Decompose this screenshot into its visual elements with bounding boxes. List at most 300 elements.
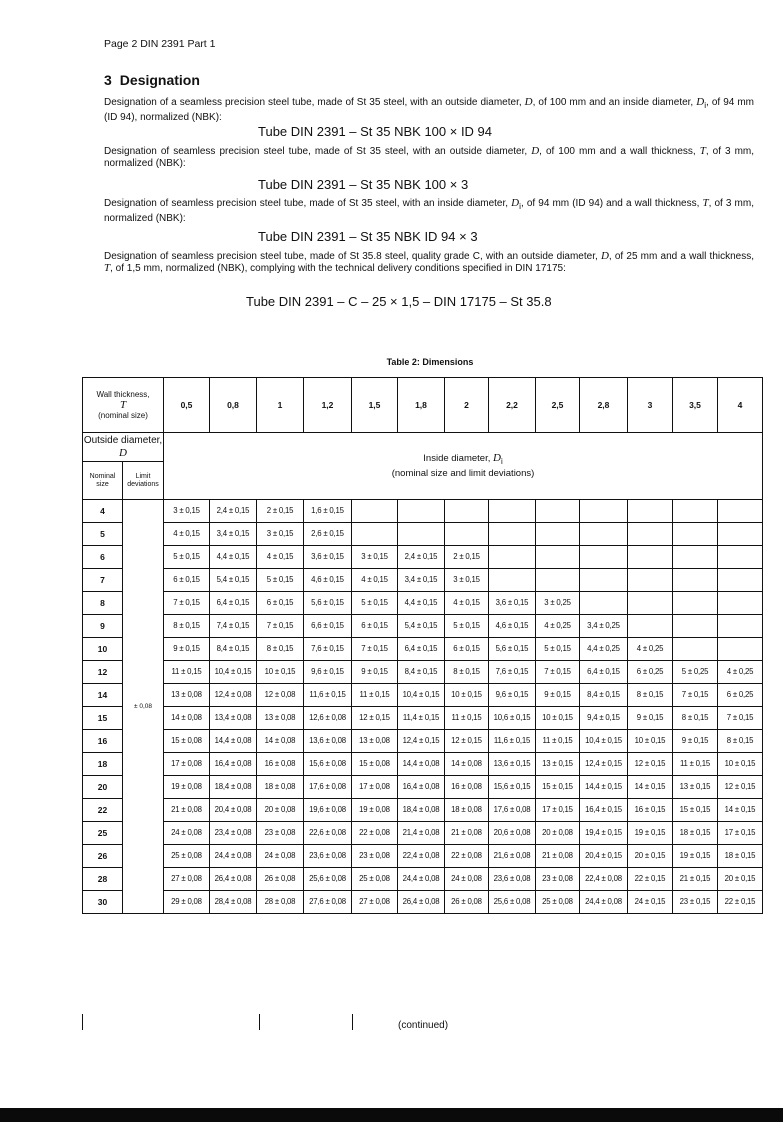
inside-diameter-cell: 20 ± 0,15 [718, 868, 763, 891]
inside-diameter-cell: 25,6 ± 0,08 [489, 891, 536, 914]
inside-diameter-cell: 8 ± 0,15 [257, 638, 304, 661]
inside-diameter-cell: 3 ± 0,15 [164, 500, 210, 523]
inside-diameter-cell: 9 ± 0,15 [352, 661, 398, 684]
inside-diameter-cell: 9 ± 0,15 [536, 684, 580, 707]
inside-diameter-cell: 4 ± 0,15 [445, 592, 489, 615]
inside-diameter-cell: 14 ± 0,08 [257, 730, 304, 753]
inside-diameter-cell: 6 ± 0,15 [352, 615, 398, 638]
inside-diameter-cell: 2 ± 0,15 [257, 500, 304, 523]
inside-diameter-cell: 12,4 ± 0,08 [210, 684, 257, 707]
inside-diameter-cell: 19 ± 0,08 [164, 776, 210, 799]
inside-diameter-cell: 7 ± 0,15 [257, 615, 304, 638]
inside-diameter-cell: 13,4 ± 0,08 [210, 707, 257, 730]
table-row [83, 523, 763, 546]
inside-diameter-cell: 17 ± 0,15 [536, 799, 580, 822]
inside-diameter-cell: 22 ± 0,08 [352, 822, 398, 845]
inside-diameter-cell: 3,4 ± 0,25 [580, 615, 628, 638]
section-heading [104, 72, 200, 88]
nominal-size-cell: 12 [83, 661, 123, 684]
inside-diameter-cell: 11 ± 0,15 [445, 707, 489, 730]
inside-diameter-cell: 7 ± 0,15 [718, 707, 763, 730]
inside-diameter-cell: 5 ± 0,15 [352, 592, 398, 615]
inside-diameter-cell: 6,4 ± 0,15 [398, 638, 445, 661]
inside-diameter-cell: 3,4 ± 0,15 [398, 569, 445, 592]
inside-diameter-cell: 22 ± 0,08 [445, 845, 489, 868]
inside-diameter-cell [628, 592, 673, 615]
inside-diameter-cell: 16 ± 0,08 [445, 776, 489, 799]
inside-diameter-cell: 11 ± 0,15 [673, 753, 718, 776]
table-row [83, 661, 763, 684]
inside-diameter-cell: 3,4 ± 0,15 [210, 523, 257, 546]
inside-diameter-cell [718, 592, 763, 615]
inside-diameter-cell: 12 ± 0,15 [445, 730, 489, 753]
inside-diameter-cell [352, 500, 398, 523]
wall-thickness-value: 1,8 [398, 378, 445, 433]
wall-thickness-value: 0,5 [164, 378, 210, 433]
designation-code: Tube DIN 2391 – St 35 NBK ID 94 × 3 [258, 229, 478, 244]
inside-diameter-cell: 4,6 ± 0,15 [489, 615, 536, 638]
inside-diameter-cell: 10,4 ± 0,15 [398, 684, 445, 707]
inside-diameter-cell: 11 ± 0,15 [164, 661, 210, 684]
inside-diameter-cell: 25 ± 0,08 [164, 845, 210, 868]
designation-paragraph: Designation of seamless precision steel tube, made of St 35 steel, with an inside diameter, $D_i$, of 94 mm (ID 94) and a wall thickness, T, of 3 mm, normalized (NBK): [104, 197, 754, 224]
inside-diameter-cell: 1,6 ± 0,15 [304, 500, 352, 523]
nominal-size-cell: 10 [83, 638, 123, 661]
inside-diameter-cell: 14,4 ± 0,08 [210, 730, 257, 753]
inside-diameter-cell: 24 ± 0,08 [164, 822, 210, 845]
designation-paragraph: Designation of a seamless precision steel tube, made of St 35 steel, with an outside diameter, D, of 100 mm and an inside diameter, $D_i$, of 94 mm (ID 94), normalized (NBK): [104, 96, 754, 123]
inside-diameter-cell: 21 ± 0,08 [164, 799, 210, 822]
wall-thickness-value: 1,2 [304, 378, 352, 433]
inside-diameter-cell: 19 ± 0,08 [352, 799, 398, 822]
inside-diameter-cell: 16,4 ± 0,15 [580, 799, 628, 822]
inside-diameter-cell: 19 ± 0,15 [628, 822, 673, 845]
inside-diameter-cell: 8 ± 0,15 [718, 730, 763, 753]
inside-diameter-cell: 6,4 ± 0,15 [210, 592, 257, 615]
nominal-size-cell: 9 [83, 615, 123, 638]
table-row [83, 822, 763, 845]
inside-diameter-cell [580, 500, 628, 523]
inside-diameter-cell: 4,4 ± 0,25 [580, 638, 628, 661]
inside-diameter-cell: 4,4 ± 0,15 [398, 592, 445, 615]
inside-diameter-cell: 20,6 ± 0,08 [489, 822, 536, 845]
inside-diameter-cell: 24 ± 0,08 [257, 845, 304, 868]
inside-diameter-cell: 12,4 ± 0,15 [580, 753, 628, 776]
inside-diameter-cell: 15,6 ± 0,15 [489, 776, 536, 799]
inside-diameter-cell: 22 ± 0,15 [628, 868, 673, 891]
inside-diameter-cell: 5,6 ± 0,15 [489, 638, 536, 661]
nominal-size-cell: 7 [83, 569, 123, 592]
inside-diameter-cell: 4 ± 0,25 [718, 661, 763, 684]
inside-diameter-cell: 9,6 ± 0,15 [304, 661, 352, 684]
inside-diameter-cell: 27,6 ± 0,08 [304, 891, 352, 914]
continued-note: (continued) [398, 1020, 449, 1031]
inside-diameter-cell [536, 500, 580, 523]
inside-diameter-cell [673, 615, 718, 638]
table-row [83, 776, 763, 799]
wall-thickness-value: 1,5 [352, 378, 398, 433]
limit-deviations-label: Limit deviations [123, 462, 164, 500]
inside-diameter-cell: 14 ± 0,15 [718, 799, 763, 822]
inside-diameter-cell [673, 569, 718, 592]
dimensions-body [83, 500, 763, 914]
inside-diameter-cell: 21,6 ± 0,08 [489, 845, 536, 868]
inside-diameter-cell: 15 ± 0,15 [536, 776, 580, 799]
inside-diameter-cell: 5,6 ± 0,15 [304, 592, 352, 615]
inside-diameter-cell: 7 ± 0,15 [673, 684, 718, 707]
inside-diameter-cell [445, 523, 489, 546]
inside-diameter-cell: 11,6 ± 0,15 [304, 684, 352, 707]
inside-diameter-cell: 8 ± 0,15 [445, 661, 489, 684]
inside-diameter-cell: 11 ± 0,15 [536, 730, 580, 753]
inside-diameter-cell: 10,4 ± 0,15 [210, 661, 257, 684]
inside-diameter-cell [628, 500, 673, 523]
inside-diameter-cell: 13 ± 0,15 [536, 753, 580, 776]
inside-diameter-cell: 11 ± 0,15 [352, 684, 398, 707]
inside-diameter-cell: 10 ± 0,15 [628, 730, 673, 753]
inside-diameter-label: Inside diameter, $D_i$ (nominal size and limit deviations) [164, 433, 763, 500]
inside-diameter-cell: 6 ± 0,15 [445, 638, 489, 661]
inside-diameter-cell: 13 ± 0,08 [352, 730, 398, 753]
inside-diameter-cell [580, 546, 628, 569]
inside-diameter-cell: 23,4 ± 0,08 [210, 822, 257, 845]
nominal-size-cell: 28 [83, 868, 123, 891]
inside-diameter-cell: 24,4 ± 0,08 [210, 845, 257, 868]
inside-diameter-cell: 14,4 ± 0,15 [580, 776, 628, 799]
inside-diameter-cell: 5 ± 0,25 [673, 661, 718, 684]
inside-diameter-cell: 24 ± 0,08 [445, 868, 489, 891]
table-row [83, 707, 763, 730]
wall-thickness-value: 4 [718, 378, 763, 433]
table-row [83, 592, 763, 615]
inside-diameter-cell: 17,6 ± 0,08 [489, 799, 536, 822]
table-title: Table 2: Dimensions [386, 357, 474, 367]
table-row [83, 500, 763, 523]
inside-diameter-cell: 5 ± 0,15 [257, 569, 304, 592]
inside-diameter-cell: 28 ± 0,08 [257, 891, 304, 914]
inside-diameter-cell: 17 ± 0,15 [718, 822, 763, 845]
inside-diameter-cell: 11,6 ± 0,15 [489, 730, 536, 753]
table-row [83, 638, 763, 661]
nominal-size-cell: 14 [83, 684, 123, 707]
table-row [83, 730, 763, 753]
inside-diameter-cell: 8,4 ± 0,15 [398, 661, 445, 684]
inside-diameter-cell: 4 ± 0,15 [257, 546, 304, 569]
inside-diameter-cell [673, 638, 718, 661]
inside-diameter-cell: 21,4 ± 0,08 [398, 822, 445, 845]
nominal-size-cell: 5 [83, 523, 123, 546]
inside-diameter-cell: 14 ± 0,08 [445, 753, 489, 776]
nominal-size-cell: 16 [83, 730, 123, 753]
nominal-size-cell: 20 [83, 776, 123, 799]
inside-diameter-cell: 4 ± 0,15 [164, 523, 210, 546]
inside-diameter-cell: 25 ± 0,08 [352, 868, 398, 891]
inside-diameter-cell [536, 523, 580, 546]
inside-diameter-cell: 20 ± 0,08 [257, 799, 304, 822]
inside-diameter-cell [628, 546, 673, 569]
inside-diameter-cell: 24,4 ± 0,08 [580, 891, 628, 914]
inside-diameter-cell: 12,4 ± 0,15 [398, 730, 445, 753]
inside-diameter-cell: 5 ± 0,15 [445, 615, 489, 638]
inside-diameter-cell [536, 546, 580, 569]
inside-diameter-cell: 18 ± 0,15 [718, 845, 763, 868]
inside-diameter-cell: 14 ± 0,15 [628, 776, 673, 799]
inside-diameter-cell: 18 ± 0,08 [445, 799, 489, 822]
inside-diameter-cell: 9 ± 0,15 [673, 730, 718, 753]
inside-diameter-cell: 12 ± 0,08 [257, 684, 304, 707]
inside-diameter-cell: 26,4 ± 0,08 [398, 891, 445, 914]
nominal-size-cell: 15 [83, 707, 123, 730]
inside-diameter-cell: 3 ± 0,15 [445, 569, 489, 592]
inside-diameter-cell: 25,6 ± 0,08 [304, 868, 352, 891]
inside-diameter-cell: 2,6 ± 0,15 [304, 523, 352, 546]
inside-diameter-cell: 9,4 ± 0,15 [580, 707, 628, 730]
inside-diameter-cell: 27 ± 0,08 [164, 868, 210, 891]
inside-diameter-cell [718, 523, 763, 546]
inside-diameter-cell: 12 ± 0,15 [718, 776, 763, 799]
inside-diameter-cell: 26,4 ± 0,08 [210, 868, 257, 891]
inside-diameter-cell [445, 500, 489, 523]
inside-diameter-cell: 3 ± 0,15 [352, 546, 398, 569]
nominal-size-cell: 30 [83, 891, 123, 914]
inside-diameter-cell [489, 569, 536, 592]
inside-diameter-cell: 12,6 ± 0,08 [304, 707, 352, 730]
inside-diameter-cell [580, 592, 628, 615]
inside-diameter-cell: 8,4 ± 0,15 [580, 684, 628, 707]
inside-diameter-cell: 19 ± 0,15 [673, 845, 718, 868]
inside-diameter-cell [718, 569, 763, 592]
inside-diameter-cell: 7 ± 0,15 [352, 638, 398, 661]
nominal-size-cell: 8 [83, 592, 123, 615]
nominal-size-cell: 18 [83, 753, 123, 776]
section-number: 3 [104, 72, 112, 88]
inside-diameter-cell: 17 ± 0,08 [164, 753, 210, 776]
designation-code: Tube DIN 2391 – St 35 NBK 100 × 3 [258, 177, 469, 192]
inside-diameter-cell: 13 ± 0,08 [164, 684, 210, 707]
inside-diameter-cell [673, 592, 718, 615]
inside-diameter-cell: 4 ± 0,15 [352, 569, 398, 592]
inside-diameter-cell: 2 ± 0,15 [445, 546, 489, 569]
dimensions-table [82, 377, 763, 914]
inside-diameter-cell: 8,4 ± 0,15 [210, 638, 257, 661]
inside-diameter-cell [673, 546, 718, 569]
inside-diameter-cell: 25 ± 0,08 [536, 891, 580, 914]
inside-diameter-cell: 22,6 ± 0,08 [304, 822, 352, 845]
table-row [83, 569, 763, 592]
inside-diameter-cell: 23 ± 0,08 [536, 868, 580, 891]
inside-diameter-cell: 22 ± 0,15 [718, 891, 763, 914]
inside-diameter-cell [628, 615, 673, 638]
wall-thickness-header-row [83, 378, 763, 433]
inside-diameter-cell: 16,4 ± 0,08 [398, 776, 445, 799]
inside-diameter-cell: 7,4 ± 0,15 [210, 615, 257, 638]
inside-diameter-cell: 20 ± 0,08 [536, 822, 580, 845]
inside-diameter-cell: 24,4 ± 0,08 [398, 868, 445, 891]
inside-diameter-cell: 10,4 ± 0,15 [580, 730, 628, 753]
inside-diameter-cell: 10 ± 0,15 [257, 661, 304, 684]
inside-diameter-cell: 16 ± 0,08 [257, 753, 304, 776]
inside-diameter-cell: 13 ± 0,08 [257, 707, 304, 730]
inside-diameter-cell: 4 ± 0,25 [536, 615, 580, 638]
inside-diameter-cell: 20 ± 0,15 [628, 845, 673, 868]
inside-diameter-cell: 9 ± 0,15 [628, 707, 673, 730]
designation-code: Tube DIN 2391 – C – 25 × 1,5 – DIN 17175 – St 35.8 [246, 294, 552, 309]
inside-diameter-cell: 22,4 ± 0,08 [580, 868, 628, 891]
inside-diameter-cell: 23 ± 0,08 [257, 822, 304, 845]
designation-code: Tube DIN 2391 – St 35 NBK 100 × ID 94 [258, 124, 493, 139]
inside-diameter-cell: 21 ± 0,08 [445, 822, 489, 845]
inside-diameter-cell: 3 ± 0,15 [257, 523, 304, 546]
wall-thickness-label: Wall thickness, T (nominal size) [83, 378, 164, 433]
inside-diameter-cell: 6 ± 0,15 [164, 569, 210, 592]
inside-diameter-cell: 8 ± 0,15 [628, 684, 673, 707]
inside-diameter-cell: 10 ± 0,15 [536, 707, 580, 730]
inside-diameter-cell: 18 ± 0,15 [673, 822, 718, 845]
inside-diameter-cell: 6 ± 0,25 [718, 684, 763, 707]
inside-diameter-cell: 6 ± 0,25 [628, 661, 673, 684]
inside-diameter-cell: 18,4 ± 0,08 [210, 776, 257, 799]
inside-diameter-cell [718, 500, 763, 523]
inside-diameter-cell: 10,6 ± 0,15 [489, 707, 536, 730]
inside-diameter-cell: 10 ± 0,15 [445, 684, 489, 707]
inside-diameter-cell: 9 ± 0,15 [164, 638, 210, 661]
inside-diameter-cell: 4,4 ± 0,15 [210, 546, 257, 569]
inside-diameter-cell [489, 523, 536, 546]
inside-diameter-cell: 4,6 ± 0,15 [304, 569, 352, 592]
inside-diameter-cell [718, 615, 763, 638]
inside-diameter-cell: 8 ± 0,15 [673, 707, 718, 730]
nominal-size-cell: 25 [83, 822, 123, 845]
inside-diameter-cell: 7 ± 0,15 [536, 661, 580, 684]
section-title: Designation [119, 72, 200, 88]
inside-diameter-cell: 3,6 ± 0,15 [489, 592, 536, 615]
inside-diameter-cell [398, 523, 445, 546]
wall-thickness-value: 2,8 [580, 378, 628, 433]
inside-diameter-cell: 19,4 ± 0,15 [580, 822, 628, 845]
inside-diameter-cell [628, 523, 673, 546]
nominal-size-cell: 26 [83, 845, 123, 868]
inside-diameter-cell [580, 523, 628, 546]
inside-diameter-cell: 10 ± 0,15 [718, 753, 763, 776]
inside-diameter-cell: 19,6 ± 0,08 [304, 799, 352, 822]
inside-diameter-cell: 15 ± 0,08 [164, 730, 210, 753]
inside-diameter-cell: 7,6 ± 0,15 [489, 661, 536, 684]
inside-diameter-cell: 23,6 ± 0,08 [489, 868, 536, 891]
inside-diameter-cell: 14 ± 0,08 [164, 707, 210, 730]
inside-diameter-cell: 28,4 ± 0,08 [210, 891, 257, 914]
outside-diameter-label: Outside diameter, D [83, 433, 164, 462]
inside-diameter-cell: 3 ± 0,25 [536, 592, 580, 615]
inside-diameter-cell: 15 ± 0,08 [352, 753, 398, 776]
inside-diameter-cell: 11,4 ± 0,15 [398, 707, 445, 730]
page-header: Page 2 DIN 2391 Part 1 [104, 38, 216, 50]
inside-diameter-cell: 6,4 ± 0,15 [580, 661, 628, 684]
inside-diameter-cell: 22,4 ± 0,08 [398, 845, 445, 868]
inside-diameter-cell [673, 523, 718, 546]
inside-diameter-cell: 8 ± 0,15 [164, 615, 210, 638]
inside-diameter-cell: 17 ± 0,08 [352, 776, 398, 799]
wall-thickness-value: 2,2 [489, 378, 536, 433]
inside-diameter-cell: 14,4 ± 0,08 [398, 753, 445, 776]
nominal-size-label: Nominal size [83, 462, 123, 500]
wall-thickness-value: 3 [628, 378, 673, 433]
table-row [83, 868, 763, 891]
inside-diameter-cell: 12 ± 0,15 [628, 753, 673, 776]
nominal-size-cell: 6 [83, 546, 123, 569]
table-edge-mark [259, 1014, 260, 1030]
inside-diameter-cell: 15 ± 0,15 [673, 799, 718, 822]
inside-diameter-cell: 26 ± 0,08 [257, 868, 304, 891]
inside-diameter-cell: 16,4 ± 0,08 [210, 753, 257, 776]
inside-diameter-cell: 5,4 ± 0,15 [210, 569, 257, 592]
inside-diameter-cell [398, 500, 445, 523]
inside-diameter-cell: 5 ± 0,15 [164, 546, 210, 569]
nominal-size-cell: 4 [83, 500, 123, 523]
wall-thickness-value: 2,5 [536, 378, 580, 433]
table-row [83, 615, 763, 638]
inside-diameter-cell: 16 ± 0,15 [628, 799, 673, 822]
inside-diameter-cell: 13,6 ± 0,15 [489, 753, 536, 776]
inside-diameter-cell: 23 ± 0,15 [673, 891, 718, 914]
inside-diameter-cell: 6 ± 0,15 [257, 592, 304, 615]
table-row [83, 891, 763, 914]
inside-diameter-cell [673, 500, 718, 523]
inside-diameter-cell [489, 500, 536, 523]
inside-diameter-cell [352, 523, 398, 546]
inside-diameter-cell: 23 ± 0,08 [352, 845, 398, 868]
inside-diameter-cell: 9,6 ± 0,15 [489, 684, 536, 707]
inside-diameter-cell: 26 ± 0,08 [445, 891, 489, 914]
designation-paragraph: Designation of seamless precision steel tube, made of St 35.8 steel, quality grade C, with an outside diameter, D, of 25 mm and a wall thickness, T, of 1,5 mm, normalized (NBK), complying with the technical delivery conditions specified in DIN 17175: [104, 250, 755, 274]
wall-thickness-value: 3,5 [673, 378, 718, 433]
inside-diameter-cell: 12 ± 0,15 [352, 707, 398, 730]
designation-paragraph: Designation of seamless precision steel tube, made of St 35 steel, with an outside diameter, D, of 100 mm and a wall thickness, T, of 3 mm, normalized (NBK): [104, 145, 755, 169]
table-row [83, 845, 763, 868]
inside-diameter-cell: 15,6 ± 0,08 [304, 753, 352, 776]
inside-diameter-cell: 21 ± 0,08 [536, 845, 580, 868]
table-row [83, 799, 763, 822]
inside-diameter-cell: 6,6 ± 0,15 [304, 615, 352, 638]
inside-diameter-cell: 7 ± 0,15 [164, 592, 210, 615]
table-row [83, 753, 763, 776]
inside-diameter-cell: 21 ± 0,15 [673, 868, 718, 891]
wall-thickness-value: 0,8 [210, 378, 257, 433]
inside-diameter-cell: 3,6 ± 0,15 [304, 546, 352, 569]
inside-diameter-cell: 23,6 ± 0,08 [304, 845, 352, 868]
inside-diameter-cell [580, 569, 628, 592]
wall-thickness-value: 2 [445, 378, 489, 433]
table-edge-mark [82, 1014, 83, 1030]
inside-diameter-cell: 7,6 ± 0,15 [304, 638, 352, 661]
inside-diameter-cell: 13 ± 0,15 [673, 776, 718, 799]
inside-diameter-cell: 2,4 ± 0,15 [210, 500, 257, 523]
inside-diameter-cell: 4 ± 0,25 [628, 638, 673, 661]
wall-thickness-value: 1 [257, 378, 304, 433]
limit-deviation-cell: ± 0,08 [123, 500, 164, 914]
inside-diameter-cell [628, 569, 673, 592]
inside-diameter-cell: 18,4 ± 0,08 [398, 799, 445, 822]
table-row [83, 546, 763, 569]
inside-diameter-cell [718, 638, 763, 661]
inside-diameter-cell: 5 ± 0,15 [536, 638, 580, 661]
outside-diameter-header-row [83, 433, 763, 462]
inside-diameter-cell: 2,4 ± 0,15 [398, 546, 445, 569]
table-edge-mark [352, 1014, 353, 1030]
inside-diameter-cell: 5,4 ± 0,15 [398, 615, 445, 638]
inside-diameter-cell: 27 ± 0,08 [352, 891, 398, 914]
inside-diameter-cell [536, 569, 580, 592]
inside-diameter-cell: 24 ± 0,15 [628, 891, 673, 914]
